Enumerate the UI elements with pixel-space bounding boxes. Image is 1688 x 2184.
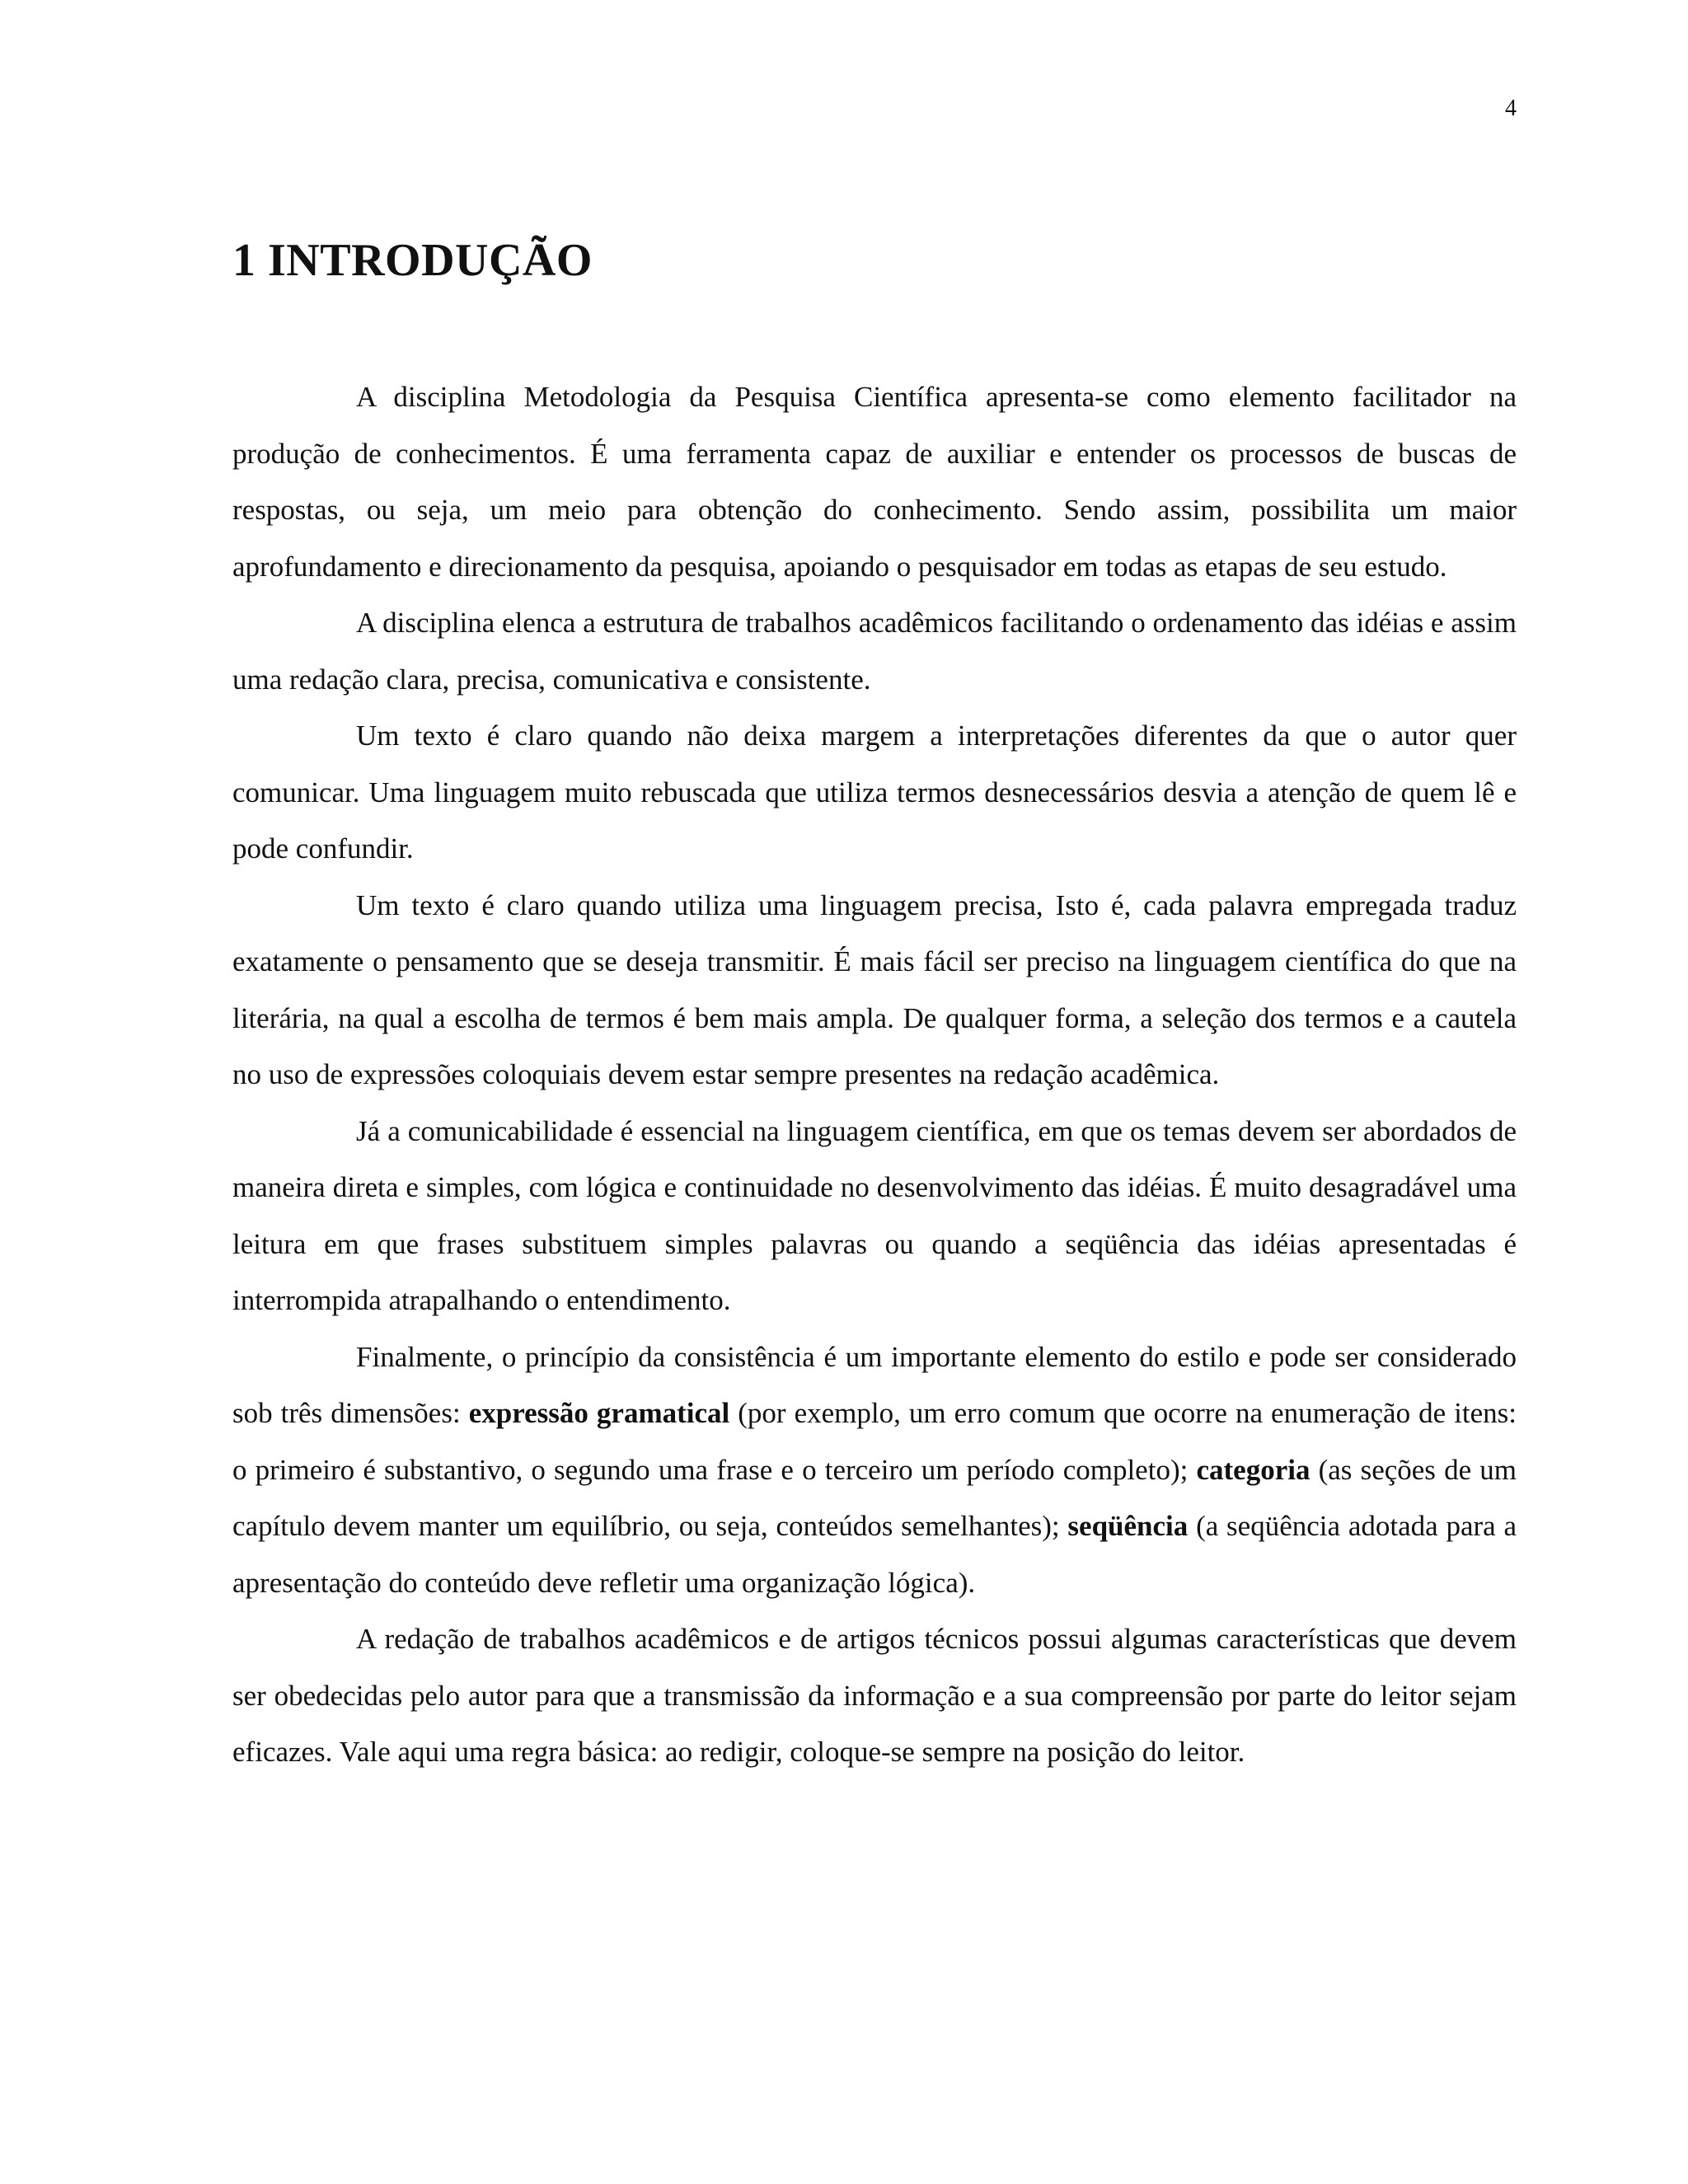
paragraph-5: Já a comunicabilidade é essencial na linguagem científica, em que os temas devem ser abordados de maneira direta e simples, com lógica e continuidade no desenvolvimento das idéias. É muito desagradável uma leitura em que frases substituem simples palavras ou quando a seqüência das idéias apresentadas é interrompida atrapalhando o entendimento. [232, 1114, 1517, 1316]
paragraph-3: Um texto é claro quando não deixa margem a interpretações diferentes da que o autor quer comunicar. Uma linguagem muito rebuscada que utiliza termos desnecessários desvia a atenção de quem lê e pode confundir. [232, 719, 1517, 865]
term-expressao-gramatical: expressão gramatical [468, 1397, 730, 1429]
term-sequencia: seqüência [1067, 1510, 1189, 1542]
paragraph-6 [232, 1329, 1517, 1612]
page-number: 4 [1505, 96, 1517, 121]
paragraph-6-text-1: (por exemplo, um erro comum que ocorre na enumeração de itens: o primeiro é substantivo, o segundo uma frase e o terceiro um período completo); [232, 1397, 1517, 1486]
paragraph-7: A redação de trabalhos acadêmicos e de artigos técnicos possui algumas características que devem ser obedecidas pelo autor para que a transmissão da informação e a sua compreensão por parte do leitor sejam eficazes. Vale aqui uma regra básica: ao redigir, coloque-se sempre na posição do leitor. [232, 1623, 1517, 1768]
chapter-heading: 1 INTRODUÇÃO [232, 235, 593, 286]
term-categoria: categoria [1196, 1453, 1311, 1486]
paragraph-6-text-2: (as seções de um capítulo devem manter um equilíbrio, ou seja, conteúdos semelhantes); [232, 1453, 1517, 1542]
paragraph-6-intro: Finalmente, o princípio da consistência é um importante elemento do estilo e pode ser considerado sob três dimensões: [232, 1340, 1517, 1429]
paragraph-6-text-3: (a seqüência adotada para a apresentação do conteúdo deve refletir uma organização lógica). [232, 1510, 1517, 1599]
body-text [232, 369, 1517, 1781]
paragraph-4: Um texto é claro quando utiliza uma linguagem precisa, Isto é, cada palavra empregada traduz exatamente o pensamento que se deseja transmitir. É mais fácil ser preciso na linguagem científica do que na literária, na qual a escolha de termos é bem mais ampla. De qualquer forma, a seleção dos termos e a cautela no uso de expressões coloquiais devem estar sempre presentes na redação acadêmica. [232, 888, 1517, 1090]
paragraph-2: A disciplina elenca a estrutura de trabalhos acadêmicos facilitando o ordenamento das idéias e assim uma redação clara, precisa, comunicativa e consistente. [232, 607, 1517, 696]
paragraph-1: A disciplina Metodologia da Pesquisa Científica apresenta-se como elemento facilitador na produção de conhecimentos. É uma ferramenta capaz de auxiliar e entender os processos de buscas de respostas, ou seja, um meio para obtenção do conhecimento. Sendo assim, possibilita um maior aprofundamento e direcionamento da pesquisa, apoiando o pesquisador em todas as etapas de seu estudo. [232, 381, 1517, 583]
